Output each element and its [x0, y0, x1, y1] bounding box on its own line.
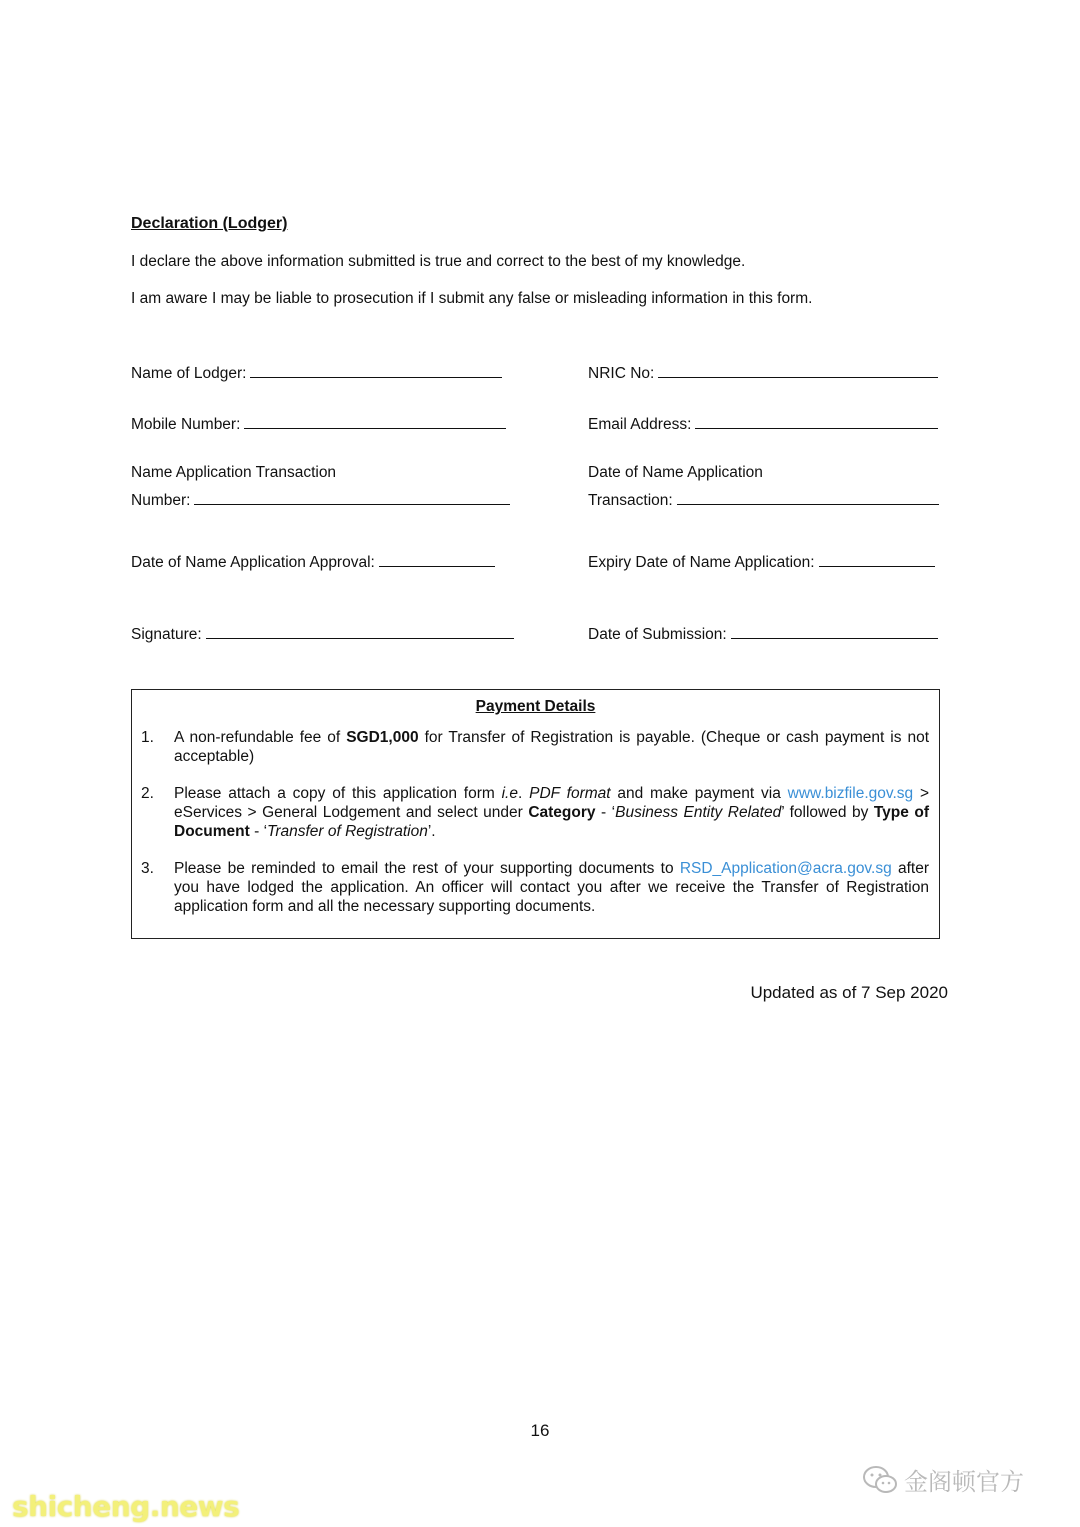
signature-label: Signature:	[131, 626, 202, 643]
payment-item-text: .	[517, 785, 530, 802]
payment-item-number: 2.	[141, 785, 154, 802]
payment-item-text: - ‘	[249, 823, 268, 840]
watermark-wechat-text: 金阁顿官方	[904, 1468, 1024, 1496]
payment-item-text: i.e	[501, 785, 518, 802]
txn-date-label: Transaction:	[588, 492, 673, 509]
payment-item-text: Transfer of Registration	[267, 823, 428, 840]
name-of-lodger-label: Name of Lodger:	[131, 365, 247, 382]
email-address-line[interactable]	[695, 414, 938, 429]
approval-date-line[interactable]	[379, 552, 495, 567]
payment-item-number: 1.	[141, 729, 154, 746]
bizfile-link[interactable]: www.bizfile.gov.sg	[787, 785, 914, 802]
fee-amount: SGD1,000	[346, 729, 419, 746]
payment-item-text: after you have lodged the application. An officer will contact you after we receive the Transfer of Registration application form and all the necessary supporting documents.	[174, 860, 929, 915]
approval-date-label: Date of Name Application Approval:	[131, 554, 375, 571]
payment-item-text: and make payment via	[610, 785, 788, 802]
approval-date-field[interactable]	[131, 552, 495, 572]
declaration-text-1: I declare the above information submitted is true and correct to the best of my knowledge.	[131, 253, 746, 270]
txn-number-label-line1: Name Application Transaction	[131, 464, 337, 481]
signature-field[interactable]	[131, 624, 514, 644]
nric-line[interactable]	[658, 363, 938, 378]
submission-date-label: Date of Submission:	[588, 626, 727, 643]
txn-number-line[interactable]	[194, 490, 510, 505]
wechat-icon	[862, 1465, 898, 1495]
payment-item-number: 3.	[141, 860, 154, 877]
txn-date-line[interactable]	[677, 490, 939, 505]
nric-label: NRIC No:	[588, 365, 655, 382]
payment-item-text: Please be reminded to email the rest of your supporting documents to	[174, 860, 680, 877]
name-of-lodger-field[interactable]	[131, 363, 502, 383]
updated-date: Updated as of 7 Sep 2020	[750, 983, 948, 1002]
txn-number-field[interactable]	[131, 490, 510, 510]
payment-item-3	[141, 859, 929, 916]
watermark-wechat	[862, 1462, 1024, 1497]
expiry-date-label: Expiry Date of Name Application:	[588, 554, 815, 571]
payment-item-text: Please attach a copy of this application form	[174, 785, 502, 802]
declaration-heading: Declaration (Lodger)	[131, 215, 288, 232]
payment-details-box	[131, 689, 940, 939]
watermark-shicheng: shicheng.news	[12, 1490, 240, 1523]
txn-number-label: Number:	[131, 492, 191, 509]
declaration-text-2: I am aware I may be liable to prosecution if I submit any false or misleading information in this form.	[131, 290, 813, 307]
email-address-label: Email Address:	[588, 416, 692, 433]
mobile-number-field[interactable]	[131, 414, 506, 434]
mobile-number-label: Mobile Number:	[131, 416, 241, 433]
payment-item-text: ’ followed by	[781, 804, 874, 821]
nric-field[interactable]	[588, 363, 938, 383]
txn-date-field[interactable]	[588, 490, 939, 510]
payment-item-text: - ‘	[595, 804, 616, 821]
payment-item-text: Category	[528, 804, 596, 821]
payment-item-text: ’.	[427, 823, 436, 840]
payment-item-2	[141, 784, 929, 841]
payment-item-text: A non-refundable fee of	[174, 729, 347, 746]
payment-item-text: Business Entity Related	[615, 804, 782, 821]
payment-item-text: Type of Document	[174, 804, 930, 840]
payment-item-1	[141, 728, 929, 766]
signature-line[interactable]	[206, 624, 514, 639]
rsd-email-link[interactable]: RSD_Application@acra.gov.sg	[679, 860, 892, 877]
submission-date-line[interactable]	[731, 624, 938, 639]
name-of-lodger-line[interactable]	[250, 363, 502, 378]
payment-item-text: for Transfer of Registration is payable. (Cheque or cash payment is not acceptable)	[174, 729, 930, 765]
expiry-date-line[interactable]	[819, 552, 935, 567]
txn-date-label-line1: Date of Name Application	[588, 464, 763, 481]
page-number: 16	[530, 1421, 550, 1440]
email-address-field[interactable]	[588, 414, 938, 434]
payment-item-text: PDF format	[529, 785, 611, 802]
mobile-number-line[interactable]	[244, 414, 506, 429]
submission-date-field[interactable]	[588, 624, 938, 644]
expiry-date-field[interactable]	[588, 552, 935, 572]
payment-item-text: > eServices > General Lodgement and select under	[174, 785, 930, 821]
payment-details-title: Payment Details	[475, 698, 596, 715]
